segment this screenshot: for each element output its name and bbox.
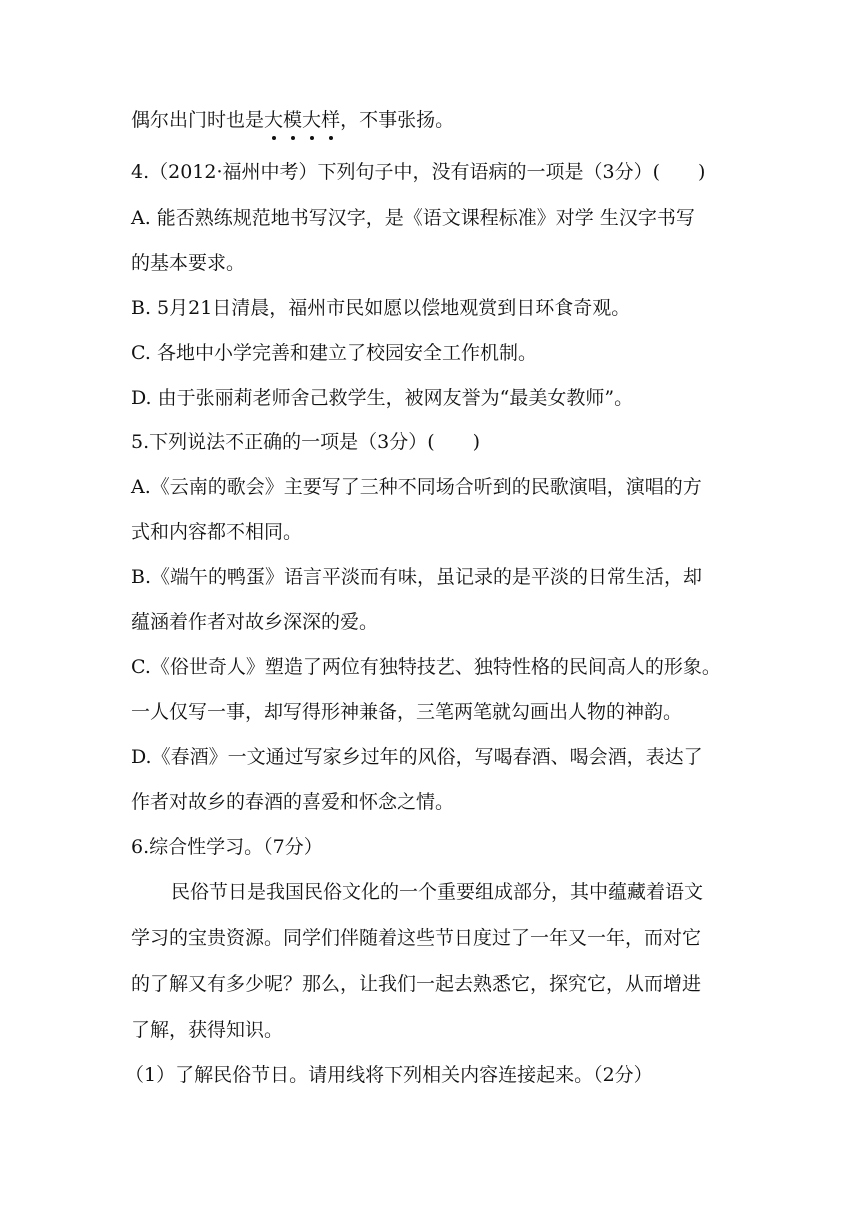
emphasized-char: 大 [302,109,322,131]
question-5-option-b-cont: 蕴涵着作者对故乡深深的爱。 [131,611,379,633]
sub-question-1: （1）了解民俗节日。请用线将下列相关内容连接起来。（2分） [125,1064,653,1086]
paragraph-line: 民俗节日是我国民俗文化的一个重要组成部分，其中蕴藏着语文 [171,881,704,903]
question-6-stem: 6.综合性学习。（7分） [131,836,323,858]
question-4-option-b: B. 5月21日清晨，福州市民如愿以偿地观赏到日环食奇观。 [131,297,631,319]
question-5-option-c-cont: 一人仅写一事，却写得形神兼备，三笔两笔就勾画出人物的神韵。 [131,701,683,723]
emphasized-char: 大 [264,109,284,131]
question-5-stem: 5.下列说法不正确的一项是（3分）( ) [131,431,481,453]
text-line [131,107,454,133]
question-4-option-d: D. 由于张丽莉老师舍己救学生，被网友誉为“最美女教师”。 [131,387,634,409]
text-segment: ，不事张扬。 [340,109,455,131]
question-4-option-a-cont: 的基本要求。 [131,252,246,274]
question-4-stem: 4.（2012·福州中考）下列句子中，没有语病的一项是（3分）( ) [131,161,706,183]
paragraph-line: 的了解又有多少呢？那么，让我们一起去熟悉它，探究它，从而增进 [131,973,702,995]
question-5-option-b: B.《端午的鸭蛋》语言平淡而有味，虽记录的是平淡的日常生活，却 [131,566,703,588]
question-5-option-a-cont: 式和内容都不相同。 [131,521,303,543]
emphasized-char: 模 [283,109,303,131]
paragraph-line: 了解，获得知识。 [131,1019,284,1041]
paragraph-line: 学习的宝贵资源。同学们伴随着这些节日度过了一年又一年，而对它 [131,927,702,949]
question-5-option-a: A.《云南的歌会》主要写了三种不同场合听到的民歌演唱，演唱的方 [131,476,702,498]
emphasized-char: 样 [321,109,341,131]
question-5-option-c: C.《俗世奇人》塑造了两位有独特技艺、独特性格的民间高人的形象。 [131,656,721,678]
question-5-option-d: D.《春酒》一文通过写家乡过年的风俗，写喝春酒、喝会酒，表达了 [131,746,703,768]
question-5-option-d-cont: 作者对故乡的春酒的喜爱和怀念之情。 [131,791,455,813]
question-4-option-c: C. 各地中小学完善和建立了校园安全工作机制。 [131,342,537,364]
question-4-option-a: A. 能否熟练规范地书写汉字，是《语文课程标准》对学 生汉字书写 [131,207,695,229]
text-segment: 偶尔出门时也是 [131,109,265,131]
